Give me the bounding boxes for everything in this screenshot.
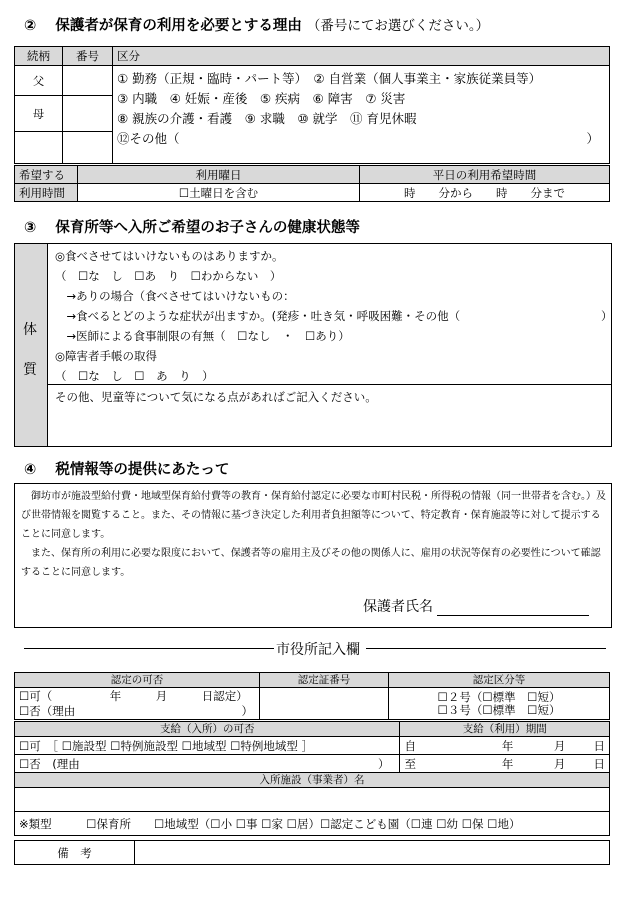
cert-no-header: 認定証番号 [260, 673, 389, 688]
signature-label: 保護者氏名 [363, 599, 433, 615]
section3-number: ③ [24, 220, 37, 236]
guardian-signature [363, 596, 589, 616]
allergy-symptoms[interactable]: →食べるとどのような症状が出ますか。(発疹・吐き気・呼吸困難・その他（ [55, 309, 461, 323]
pay-ng-cell [15, 755, 400, 773]
relation-father: 父 [15, 66, 63, 96]
section4-heading [24, 458, 229, 479]
mother-number-field[interactable] [63, 96, 113, 132]
approval-table [14, 672, 610, 720]
facility-field[interactable] [15, 788, 610, 812]
symptom-close: ） [601, 309, 613, 323]
weekday-hours-field[interactable]: 時 分から 時 分まで [360, 184, 610, 202]
allergy-question: ◎食べさせてはいけないものはありますか。 [55, 249, 284, 263]
reason-other-close: ） [586, 131, 599, 146]
remarks-label: 備 考 [15, 841, 135, 865]
reason-line-1: ① 勤務（正規・臨時・パート等） ② 自営業（個人事業主・家族従業員等） [117, 71, 542, 86]
reason-line-4 [117, 129, 605, 149]
side-char-2: 質 [23, 362, 37, 378]
section3-title: 保育所等へ入所ご希望のお子さんの健康状態等 [55, 220, 360, 236]
blank-number-cell [63, 132, 113, 164]
col-number: 番号 [63, 47, 113, 66]
period-from-md[interactable] [517, 737, 609, 755]
father-number-field[interactable] [63, 66, 113, 96]
period-from-year[interactable]: 年 [459, 737, 518, 755]
wish-label-1: 希望する [15, 166, 78, 184]
period-to-month: 月 [553, 756, 566, 771]
approval-ng-close: ） [241, 703, 253, 718]
consent-para-1: 御坊市が施設型給付費・地域型保育給付費等の教育・保育給付認定に必要な市町村民税・所得税の情報（同一世帯者を含む。）及び世帯情報を閲覧すること。また、その情報に基づき決定した利用者負担額等について、特定教育・保育施設等に対して提示することに同意します。 [21, 491, 606, 540]
period-to: 至 [400, 755, 459, 773]
health-divider [48, 384, 611, 385]
remarks-field[interactable] [135, 841, 610, 865]
office-rule-left [24, 648, 274, 649]
reason-line-2: ③ 内職 ④ 妊娠・産後 ⑤ 疾病 ⑥ 障害 ⑦ 災害 [117, 91, 406, 106]
period-from-month: 月 [553, 738, 566, 753]
blank-relation-cell [15, 132, 63, 164]
approval-ng[interactable]: ☐否（理由 [19, 703, 76, 718]
period-to-year[interactable]: 年 [459, 755, 518, 773]
payment-table [14, 721, 610, 836]
approval-ok[interactable]: ☐可（ 年 月 日認定） [19, 688, 248, 703]
pay-ok[interactable]: ☐可 ［ ☐施設型 ☐特例施設型 ☐地域型 ☐特例地域型 ］ [15, 737, 400, 755]
approval-header: 認定の可否 [15, 673, 260, 688]
facility-header: 入所施設（事業者）名 [15, 773, 610, 788]
section4-title: 税情報等の提供にあたって [55, 462, 230, 478]
allergy-options[interactable]: （ ☐な し ☐あ り ☐わからない ） [55, 269, 282, 283]
side-char-1: 体 [23, 322, 37, 338]
other-note[interactable]: その他、児童等について気になる点があればご記入ください。 [55, 390, 377, 404]
wish-time-table [14, 165, 610, 202]
reason-table [14, 46, 610, 164]
approval-ng-line [19, 704, 255, 719]
consent-para-2: また、保育所の利用に必要な限度において、保護者等の雇用主及びその他の関係人に、雇用の状況等保育の必要性について確認することに同意します。 [21, 548, 601, 578]
period-to-day: 日 [593, 756, 605, 771]
pay-header: 支給（入所）の可否 [15, 722, 400, 737]
cert-no-field[interactable] [260, 688, 389, 720]
col-relation: 続柄 [15, 47, 63, 66]
office-rule-right [366, 648, 606, 649]
remarks-table [14, 840, 610, 865]
period-to-md[interactable] [517, 755, 609, 773]
disability-options[interactable]: （ ☐な し ☐ あ り ） [55, 369, 214, 383]
period-header: 支給（利用）期間 [400, 722, 610, 737]
class-header: 認定区分等 [389, 673, 610, 688]
health-side-label [15, 244, 48, 446]
health-box [14, 243, 612, 447]
pay-ng-close: ） [377, 756, 390, 771]
section2-heading [24, 14, 489, 35]
wish-label-2: 利用時間 [15, 184, 78, 202]
pay-ng[interactable]: ☐否 (理由 [19, 756, 80, 771]
reason-list [113, 66, 610, 164]
type-row[interactable]: ※類型 ☐保育所 ☐地域型（☐小 ☐事 ☐家 ☐居）☐認定こども園（☐連 ☐幼 ☐保 ☐地） [15, 812, 610, 836]
reason-other: ⑫その他（ [117, 131, 180, 146]
approval-cell [15, 688, 260, 720]
saturday-checkbox[interactable]: ☐土曜日を含む [78, 184, 360, 202]
section2-subtitle: （番号にてお選びください。） [306, 18, 490, 34]
consent-box [14, 483, 612, 628]
office-heading: 市役所記入欄 [276, 642, 360, 658]
class-2[interactable]: ☐２号（☐標準 ☐短） [437, 689, 561, 704]
section2-title: 保護者が保育の利用を必要とする理由 [55, 18, 302, 34]
section3-heading [24, 216, 360, 237]
allergy-food[interactable]: →ありの場合（食べさせてはいけないもの： [55, 289, 295, 303]
col-category: 区分 [113, 47, 610, 66]
class-cell [389, 688, 610, 720]
days-header: 利用曜日 [78, 166, 360, 184]
section4-number: ④ [24, 462, 37, 478]
period-from-day: 日 [593, 738, 605, 753]
signature-field[interactable] [437, 601, 589, 616]
relation-mother: 母 [15, 96, 63, 132]
diet-restriction[interactable]: →医師による食事制限の有無（ ☐なし ・ ☐あり） [55, 329, 350, 343]
hours-header: 平日の利用希望時間 [360, 166, 610, 184]
section2-number: ② [24, 18, 37, 34]
period-from: 自 [400, 737, 459, 755]
disability-question: ◎障害者手帳の取得 [55, 349, 158, 363]
reason-line-3: ⑧ 親族の介護・看護 ⑨ 求職 ⑩ 就学 ⑪ 育児休暇 [117, 111, 417, 126]
class-3[interactable]: ☐３号（☐標準 ☐短） [437, 702, 561, 717]
